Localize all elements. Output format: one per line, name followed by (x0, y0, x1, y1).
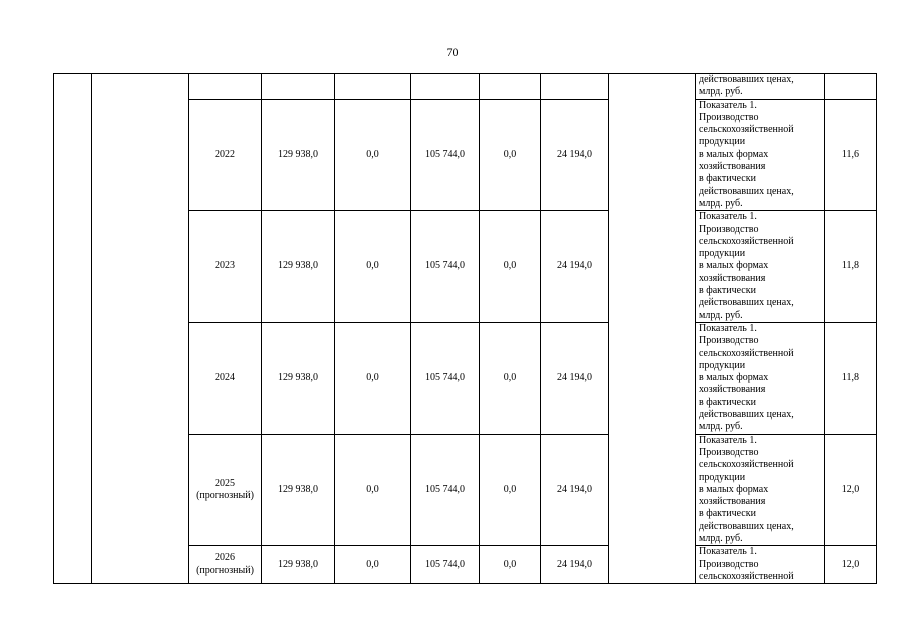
year-label: 2023 (215, 260, 235, 272)
total-cell: 129 938,0 (262, 99, 335, 211)
regional-cell: 105 744,0 (411, 99, 480, 211)
federal-cell: 0,0 (335, 546, 411, 584)
local-cell: 0,0 (480, 211, 541, 323)
other-cell: 24 194,0 (541, 546, 609, 584)
local-cell: 0,0 (480, 322, 541, 434)
indicator-text: Показатель 1. Производство сельскохозяйственной продукции в малых формах хозяйствования в фактически действовавших ценах, млрд. руб. (699, 99, 794, 209)
forecast-note: (прогнозный) (196, 489, 254, 501)
regional-cell (411, 74, 480, 100)
total-cell: 129 938,0 (262, 546, 335, 584)
executor-column-cell (609, 74, 696, 584)
indicator-text: Показатель 1. Производство сельскохозяйственной продукции в малых формах хозяйствования в фактически действовавших ценах, млрд. руб. (699, 211, 794, 321)
indicator-value-cell: 11,8 (825, 322, 877, 434)
total-cell: 129 938,0 (262, 211, 335, 323)
indicator-cell (696, 434, 825, 546)
year-label: 2026 (215, 552, 235, 564)
indicator-text: Показатель 1. Производство сельскохозяйственной продукции в малых формах хозяйствования в фактически действовавших ценах, млрд. руб. (699, 434, 794, 544)
federal-cell: 0,0 (335, 434, 411, 546)
local-cell: 0,0 (480, 546, 541, 584)
table-row-continuation (54, 74, 877, 100)
local-cell (480, 74, 541, 100)
other-cell: 24 194,0 (541, 211, 609, 323)
indicator-cell (696, 546, 825, 584)
year-cell (189, 211, 262, 323)
year-label: 2022 (215, 148, 235, 160)
indicator-text: действовавших ценах, млрд. руб. (699, 74, 794, 98)
year-cell (189, 546, 262, 584)
forecast-note: (прогнозный) (196, 564, 254, 576)
regional-cell: 105 744,0 (411, 434, 480, 546)
local-cell: 0,0 (480, 434, 541, 546)
other-cell (541, 74, 609, 100)
page-number: 70 (446, 45, 459, 59)
indicator-value-cell (825, 74, 877, 100)
indicator-text: Показатель 1. Производство сельскохозяйственной продукции в малых формах хозяйствования в фактически действовавших ценах, млрд. руб. (699, 322, 794, 433)
indicator-value-cell: 11,6 (825, 99, 877, 211)
federal-cell: 0,0 (335, 211, 411, 323)
other-cell: 24 194,0 (541, 434, 609, 546)
indicator-cell (696, 99, 825, 211)
total-cell: 129 938,0 (262, 322, 335, 434)
indicator-cell (696, 322, 825, 434)
regional-cell: 105 744,0 (411, 211, 480, 323)
year-cell (189, 322, 262, 434)
indicator-cell (696, 211, 825, 323)
other-cell: 24 194,0 (541, 322, 609, 434)
year-cell (189, 74, 262, 100)
federal-cell (335, 74, 411, 100)
indicator-text: Показатель 1. Производство сельскохозяйственной (699, 546, 794, 582)
year-label: 2024 (215, 372, 235, 384)
local-cell: 0,0 (480, 99, 541, 211)
regional-cell: 105 744,0 (411, 322, 480, 434)
year-cell (189, 99, 262, 211)
name-column-cell (92, 74, 189, 584)
number-column-cell (54, 74, 92, 584)
total-cell (262, 74, 335, 100)
year-cell (189, 434, 262, 546)
total-cell: 129 938,0 (262, 434, 335, 546)
other-cell: 24 194,0 (541, 99, 609, 211)
year-label: 2025 (215, 477, 235, 489)
indicator-value-cell: 11,8 (825, 211, 877, 323)
indicator-cell (696, 74, 825, 100)
regional-cell: 105 744,0 (411, 546, 480, 584)
budget-table (53, 73, 877, 584)
indicator-value-cell: 12,0 (825, 434, 877, 546)
federal-cell: 0,0 (335, 99, 411, 211)
indicator-value-cell: 12,0 (825, 546, 877, 584)
federal-cell: 0,0 (335, 322, 411, 434)
